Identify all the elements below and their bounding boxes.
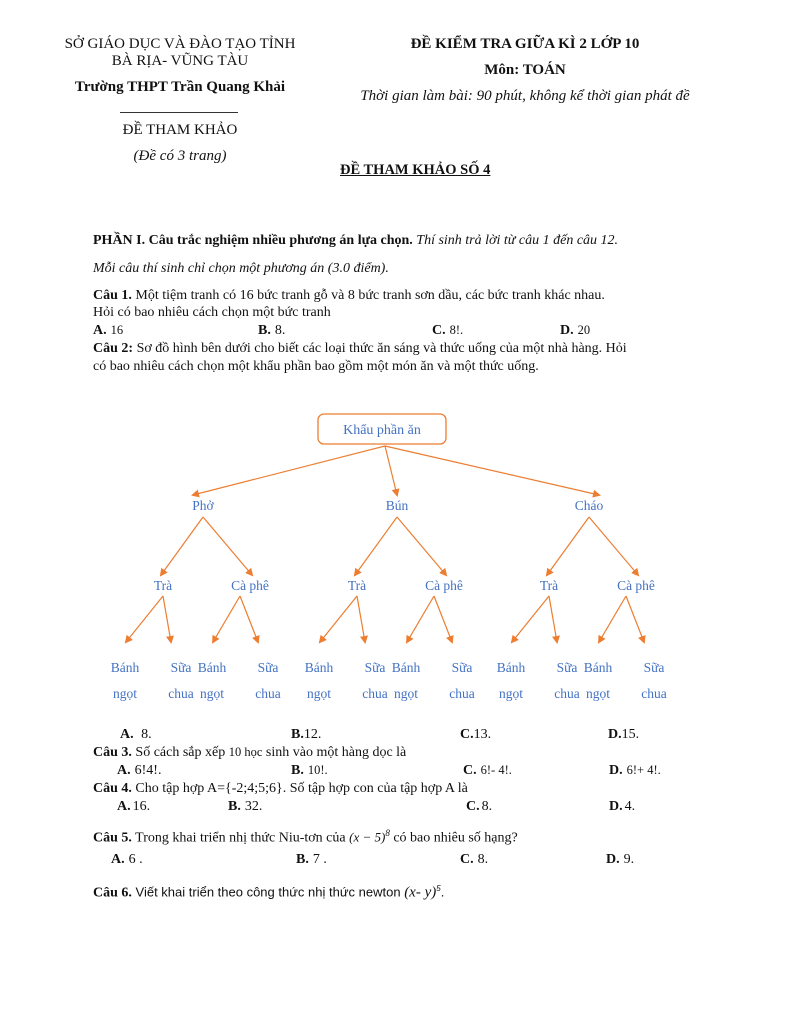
dessert-label-line1: Bánh (391, 660, 421, 675)
option-key: D. (609, 799, 623, 814)
question-1-text: Một tiệm tranh có 16 bức tranh gỗ và 8 bức tranh sơn dầu, các bức tranh khác nhau. (131, 288, 605, 303)
question-5-line (93, 828, 518, 847)
question-1-label: Câu 1. (93, 288, 132, 303)
section-heading-italic: Thí sinh trả lời từ câu 1 đến câu 12. (412, 233, 619, 248)
question-3-text-a: Số cách sắp xếp (131, 745, 229, 760)
q5-option-c[interactable] (460, 852, 488, 868)
dessert-label-line1: Bánh (304, 660, 334, 675)
dessert-label-line2: chua (554, 686, 580, 701)
q4-option-a[interactable] (117, 799, 150, 815)
drink-label: Trà (539, 578, 559, 593)
option-value: 10!. (307, 763, 328, 777)
arrow-food-to-drink (355, 517, 397, 575)
arrow-drink-to-dessert (407, 596, 434, 642)
dessert-label-line1: Sữa (170, 660, 192, 675)
option-value: 32. (244, 799, 263, 814)
duration: Thời gian làm bài: 90 phút, không kể thời gian phát đề (360, 88, 690, 104)
question-6-exponent: 5 (436, 884, 441, 893)
dessert-label-line1: Sữa (257, 660, 279, 675)
question-5-text-a: Trong khai triển nhị thức Niu-tơn của (131, 830, 350, 846)
school-name: Trường THPT Trần Quang Khải (74, 79, 286, 95)
question-4-text: Cho tập hợp A={-2;4;5;6}. Số tập hợp con của tập hợp A là (131, 781, 468, 796)
option-value: 20 (577, 323, 591, 337)
option-value: 8. (141, 727, 152, 742)
option-value: 9. (623, 852, 635, 867)
option-key: B. (291, 727, 304, 742)
drink-label: Trà (347, 578, 367, 593)
dessert-label-line1: Sữa (451, 660, 473, 675)
option-key: A. (117, 763, 131, 778)
q1-option-a[interactable] (93, 323, 123, 339)
option-value: 13. (473, 727, 492, 742)
option-key: D. (560, 323, 574, 338)
food-label: Cháo (574, 498, 604, 513)
reference-title: ĐỀ THAM KHẢO SỐ 4 (340, 162, 491, 178)
question-3-line (93, 745, 406, 761)
question-1-line-2: Hỏi có bao nhiêu cách chọn một bức tranh (93, 305, 331, 320)
arrow-root-to-0 (193, 446, 385, 495)
option-key: D. (608, 727, 622, 742)
option-key: B. (228, 799, 241, 814)
dessert-label-line2: ngọt (393, 686, 419, 701)
arrow-root-to-2 (385, 446, 599, 495)
question-2-label: Câu 2: (93, 341, 134, 356)
question-1-line-1 (93, 288, 605, 304)
question-5-text-b: có bao nhiêu số hạng? (389, 830, 518, 846)
option-value: 15. (621, 727, 640, 742)
q2-option-b[interactable] (291, 727, 321, 743)
option-value: 8!. (449, 323, 464, 337)
department-line-1: SỞ GIÁO DỤC VÀ ĐÀO TẠO TỈNH (64, 36, 296, 52)
q3-option-b[interactable] (291, 763, 328, 779)
arrow-drink-to-dessert (434, 596, 452, 642)
arrow-root-to-1 (385, 446, 397, 495)
q4-option-c[interactable] (466, 799, 492, 815)
section-heading-bold: PHẦN I. Câu trắc nghiệm nhiều phương án lựa chọn. (93, 233, 413, 248)
dessert-label-line2: chua (641, 686, 667, 701)
option-key: A. (120, 727, 134, 742)
drink-label: Cà phê (231, 578, 269, 593)
meal-tree-diagram (0, 400, 792, 720)
dessert-label-line1: Sữa (364, 660, 386, 675)
arrow-food-to-drink (547, 517, 589, 575)
question-2-line-1 (93, 341, 627, 357)
dessert-label-line2: chua (168, 686, 194, 701)
question-6-formula: (x- y) (404, 884, 437, 901)
question-6-line (93, 884, 444, 901)
section-heading (93, 233, 618, 249)
question-3-label: Câu 3. (93, 745, 132, 760)
question-3-text-b: sinh vào một hàng dọc là (262, 745, 407, 760)
option-value: 8. (481, 799, 493, 814)
option-value: 8. (477, 852, 489, 867)
dessert-label-line2: ngọt (112, 686, 138, 701)
root-label: Khẩu phần ăn (343, 423, 421, 438)
option-key: B. (291, 763, 304, 778)
option-value: 7 . (312, 852, 327, 867)
food-label: Phở (192, 498, 214, 513)
q3-option-c[interactable] (463, 763, 512, 779)
dessert-label-line2: ngọt (306, 686, 332, 701)
dessert-label-line2: chua (362, 686, 388, 701)
option-value: 6!+ 4!. (626, 763, 661, 777)
option-value: 4. (624, 799, 636, 814)
header-divider (120, 112, 238, 113)
option-key: D. (606, 852, 620, 867)
question-5-label: Câu 5. (93, 830, 132, 846)
question-2-line-2: có bao nhiêu cách chọn một khẩu phần bao gồm một món ăn và một thức uống. (93, 359, 539, 374)
q3-option-d[interactable] (609, 763, 661, 779)
q5-option-d[interactable] (606, 852, 634, 868)
question-6-label: Câu 6. (93, 885, 132, 901)
q4-option-b[interactable] (228, 799, 262, 815)
option-value: 6 . (128, 852, 143, 867)
option-key: A. (93, 323, 107, 338)
arrow-drink-to-dessert (213, 596, 240, 642)
drink-label: Trà (153, 578, 173, 593)
option-key: C. (460, 727, 474, 742)
arrow-food-to-drink (161, 517, 203, 575)
q2-option-c[interactable] (460, 727, 491, 743)
q5-option-b[interactable] (296, 852, 327, 868)
arrow-drink-to-dessert (320, 596, 357, 642)
dessert-label-line1: Bánh (496, 660, 526, 675)
option-key: C. (460, 852, 474, 867)
arrow-drink-to-dessert (626, 596, 644, 642)
dessert-label-line1: Bánh (110, 660, 140, 675)
option-value: 6!4!. (134, 763, 162, 778)
doc-type: ĐỀ THAM KHẢO (122, 122, 238, 138)
arrow-drink-to-dessert (126, 596, 163, 642)
department-line-2: BÀ RỊA- VŨNG TÀU (111, 53, 249, 69)
option-key: C. (463, 763, 477, 778)
q4-option-d[interactable] (609, 799, 635, 815)
dessert-label-line2: ngọt (585, 686, 611, 701)
food-label: Bún (385, 498, 409, 513)
arrow-food-to-drink (589, 517, 638, 575)
arrow-drink-to-dessert (512, 596, 549, 642)
arrow-drink-to-dessert (599, 596, 626, 642)
subject: Môn: TOÁN (484, 62, 566, 78)
exam-title: ĐỀ KIỂM TRA GIỮA KÌ 2 LỚP 10 (410, 36, 640, 52)
arrow-food-to-drink (203, 517, 252, 575)
question-2-text: Sơ đồ hình bên dưới cho biết các loại thức ăn sáng và thức uống của một nhà hàng. Hỏi (133, 341, 627, 356)
section-instruction: Mỗi câu thí sinh chỉ chọn một phương án (3.0 điểm). (93, 261, 389, 276)
option-key: C. (432, 323, 446, 338)
option-key: C. (466, 799, 480, 814)
q2-option-a[interactable] (120, 727, 152, 743)
arrow-drink-to-dessert (240, 596, 258, 642)
option-key: B. (258, 323, 271, 338)
q1-option-b[interactable] (258, 323, 285, 339)
question-4-label: Câu 4. (93, 781, 132, 796)
option-value: 8. (274, 323, 286, 338)
drink-label: Cà phê (425, 578, 463, 593)
arrow-drink-to-dessert (163, 596, 171, 642)
dessert-label-line2: chua (449, 686, 475, 701)
option-key: D. (609, 763, 623, 778)
option-key: A. (111, 852, 125, 867)
option-value: 16. (132, 799, 151, 814)
option-value: 16 (110, 323, 124, 337)
option-key: B. (296, 852, 309, 867)
arrow-drink-to-dessert (549, 596, 557, 642)
dessert-label-line1: Bánh (583, 660, 613, 675)
question-6-text-b: . (440, 884, 445, 900)
q2-option-d[interactable] (608, 727, 639, 743)
drink-label: Cà phê (617, 578, 655, 593)
dessert-label-line1: Sữa (643, 660, 665, 675)
dessert-label-line2: ngọt (498, 686, 524, 701)
option-value: 12. (303, 727, 322, 742)
arrow-drink-to-dessert (357, 596, 365, 642)
q1-option-c[interactable] (432, 323, 463, 339)
question-6-text-a: Viết khai triển theo công thức nhị thức newton (131, 884, 405, 900)
q3-option-a[interactable] (117, 763, 161, 779)
q1-option-d[interactable] (560, 323, 590, 339)
option-key: A. (117, 799, 131, 814)
question-4-line (93, 781, 468, 797)
question-5-formula: (x − 5) (349, 829, 386, 845)
dessert-label-line1: Sữa (556, 660, 578, 675)
option-value: 6!- 4!. (480, 763, 512, 777)
question-5-exponent: 8 (385, 828, 390, 838)
question-3-number: 10 học (228, 745, 263, 759)
arrow-food-to-drink (397, 517, 446, 575)
q5-option-a[interactable] (111, 852, 143, 868)
dessert-label-line2: chua (255, 686, 281, 701)
dessert-label-line1: Bánh (197, 660, 227, 675)
dessert-label-line2: ngọt (199, 686, 225, 701)
page-note: (Đề có 3 trang) (133, 148, 227, 164)
